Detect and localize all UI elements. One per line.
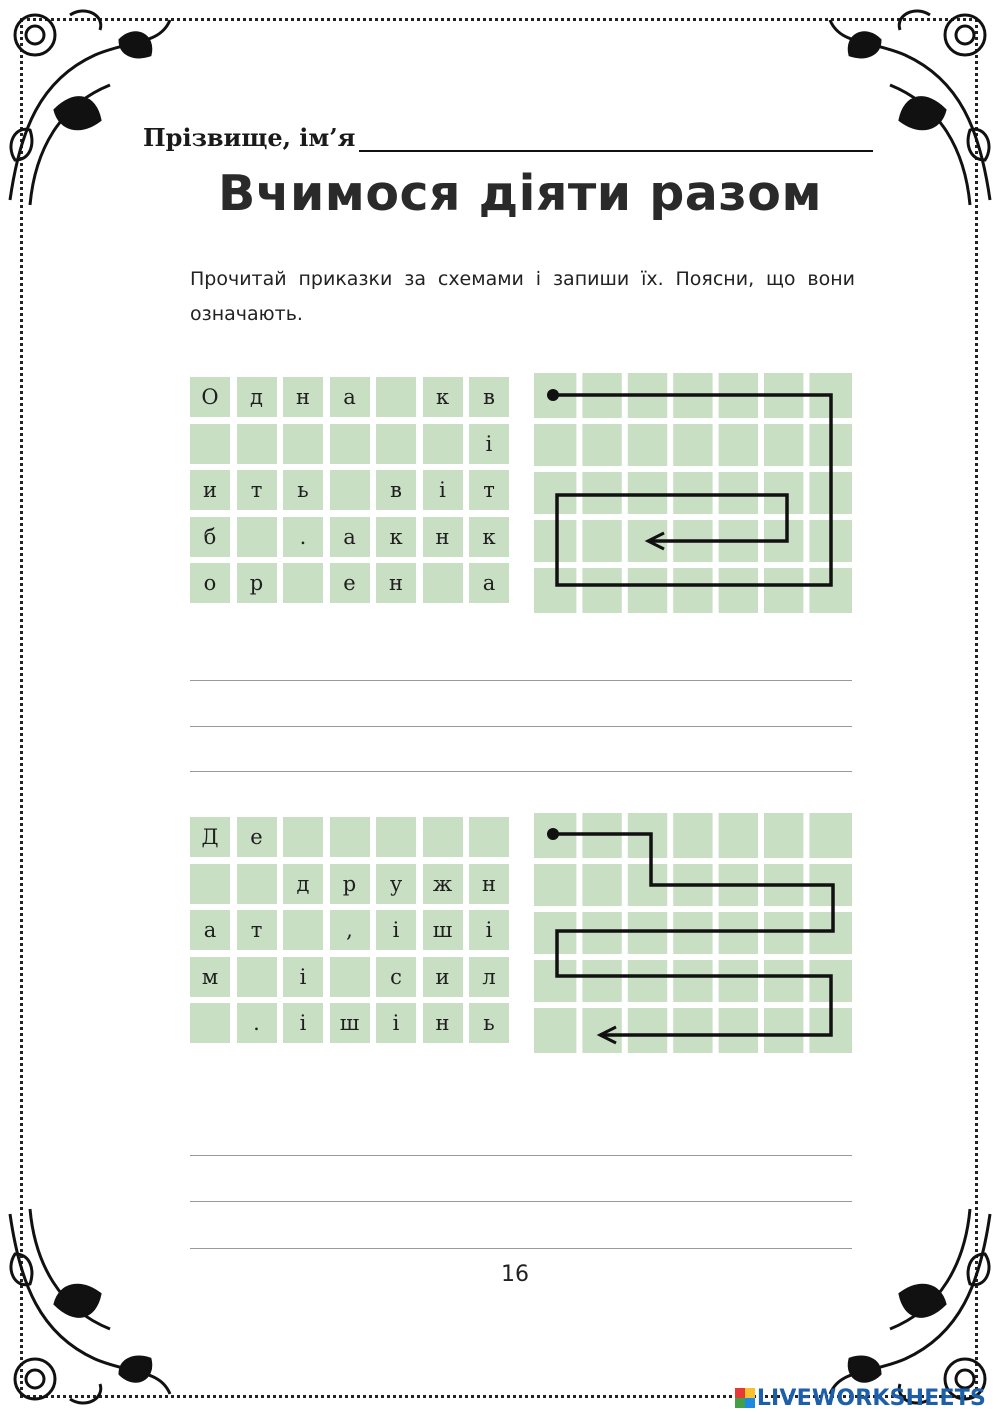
grid-cell xyxy=(376,817,416,857)
answer-line-1-1[interactable] xyxy=(190,656,852,681)
grid-cell: к xyxy=(423,377,463,417)
grid-cell: ш xyxy=(423,910,463,950)
reading-scheme-2 xyxy=(534,813,852,1053)
grid-cell xyxy=(330,817,370,857)
grid-cell: л xyxy=(469,957,509,997)
name-row xyxy=(143,112,873,152)
grid-cell: а xyxy=(330,377,370,417)
grid-cell: О xyxy=(190,377,230,417)
grid-cell: т xyxy=(237,910,277,950)
grid-cell: н xyxy=(376,563,416,603)
grid-cell: б xyxy=(190,517,230,557)
grid-cell xyxy=(237,424,277,464)
grid-cell: д xyxy=(283,864,323,904)
grid-cell: р xyxy=(237,563,277,603)
grid-cell: . xyxy=(283,517,323,557)
grid-cell: і xyxy=(469,910,509,950)
grid-cell: ш xyxy=(330,1003,370,1043)
scheme-start-dot-1 xyxy=(547,389,559,401)
page-number: 16 xyxy=(501,1262,529,1287)
grid-cell: в xyxy=(376,470,416,510)
grid-cell xyxy=(237,957,277,997)
grid-cell: у xyxy=(376,864,416,904)
grid-cell xyxy=(283,910,323,950)
grid-cell: і xyxy=(423,470,463,510)
grid-cell: а xyxy=(330,517,370,557)
grid-cell: д xyxy=(237,377,277,417)
grid-cell: н xyxy=(423,517,463,557)
liveworksheets-icon xyxy=(735,1388,755,1408)
liveworksheets-brand: LIVEWORKSHEETS xyxy=(756,1385,986,1411)
page-title: Вчимося діяти разом xyxy=(217,165,823,222)
grid-cell: и xyxy=(190,470,230,510)
grid-cell: т xyxy=(469,470,509,510)
grid-cell: . xyxy=(237,1003,277,1043)
grid-cell: , xyxy=(330,910,370,950)
answer-line-1-2[interactable] xyxy=(190,702,852,727)
grid-cell xyxy=(283,424,323,464)
grid-cell: а xyxy=(190,910,230,950)
name-label: Прізвище, ім’я xyxy=(143,123,356,152)
grid-cell xyxy=(469,817,509,857)
grid-cell: с xyxy=(376,957,416,997)
grid-cell: н xyxy=(283,377,323,417)
grid-cell: Д xyxy=(190,817,230,857)
grid-cell: е xyxy=(330,563,370,603)
grid-cell xyxy=(190,864,230,904)
grid-cell xyxy=(330,470,370,510)
grid-cell: т xyxy=(237,470,277,510)
ornament-corner-bottom-left xyxy=(0,1199,175,1414)
instruction-text: Прочитай приказки за схемами і запиши їх. Поясни, що вони означають. xyxy=(190,268,855,325)
grid-cell: м xyxy=(190,957,230,997)
answer-line-2-2[interactable] xyxy=(190,1177,852,1202)
name-input[interactable] xyxy=(359,122,873,152)
answer-line-2-1[interactable] xyxy=(190,1131,852,1156)
grid-cell xyxy=(190,1003,230,1043)
grid-cell: к xyxy=(469,517,509,557)
answer-line-2-3[interactable] xyxy=(190,1224,852,1249)
grid-cell: р xyxy=(330,864,370,904)
grid-cell: к xyxy=(376,517,416,557)
grid-cell: і xyxy=(283,1003,323,1043)
grid-cell: і xyxy=(469,424,509,464)
letter-grid-1 xyxy=(190,377,509,603)
grid-cell xyxy=(376,377,416,417)
grid-cell xyxy=(376,424,416,464)
grid-cell xyxy=(330,424,370,464)
grid-cell: е xyxy=(237,817,277,857)
grid-cell: ь xyxy=(469,1003,509,1043)
grid-cell: ь xyxy=(283,470,323,510)
grid-cell xyxy=(283,817,323,857)
grid-cell: н xyxy=(469,864,509,904)
grid-cell xyxy=(237,517,277,557)
letter-grid-2 xyxy=(190,817,509,1043)
grid-cell xyxy=(190,424,230,464)
grid-cell: а xyxy=(469,563,509,603)
grid-cell: в xyxy=(469,377,509,417)
grid-cell xyxy=(423,817,463,857)
grid-cell xyxy=(283,563,323,603)
answer-line-1-3[interactable] xyxy=(190,747,852,772)
scheme-start-dot-2 xyxy=(547,828,559,840)
grid-cell: і xyxy=(283,957,323,997)
grid-cell xyxy=(423,424,463,464)
reading-scheme-1 xyxy=(534,373,852,613)
grid-cell: і xyxy=(376,910,416,950)
grid-cell: н xyxy=(423,1003,463,1043)
grid-cell: о xyxy=(190,563,230,603)
grid-cell: і xyxy=(376,1003,416,1043)
liveworksheets-logo xyxy=(735,1384,986,1412)
grid-cell xyxy=(423,563,463,603)
grid-cell: ж xyxy=(423,864,463,904)
grid-cell xyxy=(237,864,277,904)
grid-cell: и xyxy=(423,957,463,997)
grid-cell xyxy=(330,957,370,997)
